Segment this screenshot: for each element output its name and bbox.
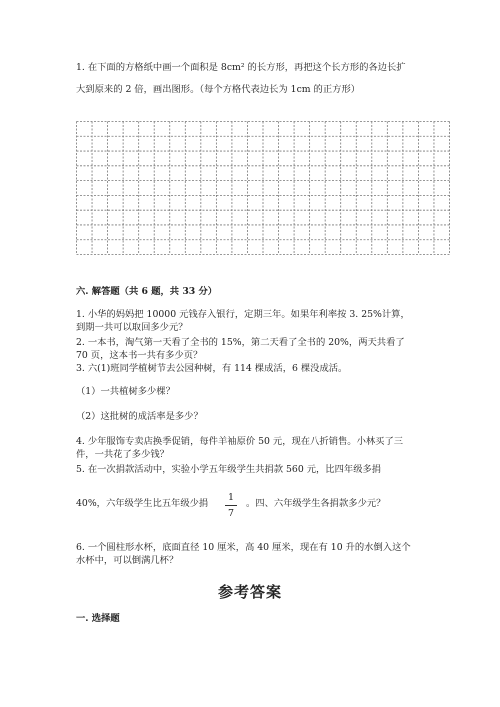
answer-section-1-heading: 一. 选择题 (76, 613, 120, 624)
problem-6-line-1: 6. 一个圆柱形水杯，底面直径 10 厘米，高 40 厘米，现在有 10 升的水倒入这个 (76, 542, 411, 553)
fraction-denominator: 7 (227, 508, 235, 519)
problem-1-line-1: 1. 小华的妈妈把 10000 元钱存入银行，定期三年。如果年利率按 3. 25%计算， (76, 309, 410, 320)
fraction-one-seventh (225, 492, 237, 519)
problem-6-line-2: 水杯中，可以倒满几杯？ (76, 555, 179, 566)
problem-5-line-2a: 40%，六年级学生比五年级少捐 (76, 498, 209, 509)
problem-3-part-2: （2）这批树的成活率是多少？ (76, 411, 203, 422)
problem-4-line-2: 件，一共花了多少钱？ (76, 449, 169, 460)
problem-3: 3. 六(1)班同学植树节去公园种树，有 114 棵成活，6 棵没成活。 (76, 363, 348, 374)
problem-3-part-1: （1）一共植树多少棵？ (76, 386, 175, 397)
fraction-numerator: 1 (227, 492, 235, 503)
problem-5-line-2b: 。四、六年级学生各捐款多少元？ (246, 498, 386, 509)
fraction-bar (225, 505, 237, 506)
q1-line-2: 大到原来的 2 倍，画出图形。（每个方格代表边长为 1cm 的正方形） (76, 84, 361, 95)
problem-1-line-2: 到期一共可以取回多少元？ (76, 322, 188, 333)
answer-key-title: 参考答案 (217, 583, 282, 601)
problem-2-line-1: 2. 一本书，淘气第一天看了全书的 15%，第二天看了全书的 20%，两天共看了 (76, 337, 405, 348)
graph-paper-grid (76, 121, 450, 255)
problem-2-line-2: 70 页，这本书一共有多少页？ (76, 350, 203, 361)
q1-line-1: 1. 在下面的方格纸中画一个面积是 8cm² 的长方形，再把这个长方形的各边长扩 (76, 62, 406, 73)
section-6-heading: 六. 解答题（共 6 题，共 33 分） (76, 286, 218, 297)
problem-4-line-1: 4. 少年服饰专卖店换季促销，每件羊袖原价 50 元，现在八折销售。小林买了三 (76, 436, 404, 447)
problem-5-line-1: 5. 在一次捐款活动中，实验小学五年级学生共捐款 560 元，比四年级多捐 (76, 464, 382, 475)
